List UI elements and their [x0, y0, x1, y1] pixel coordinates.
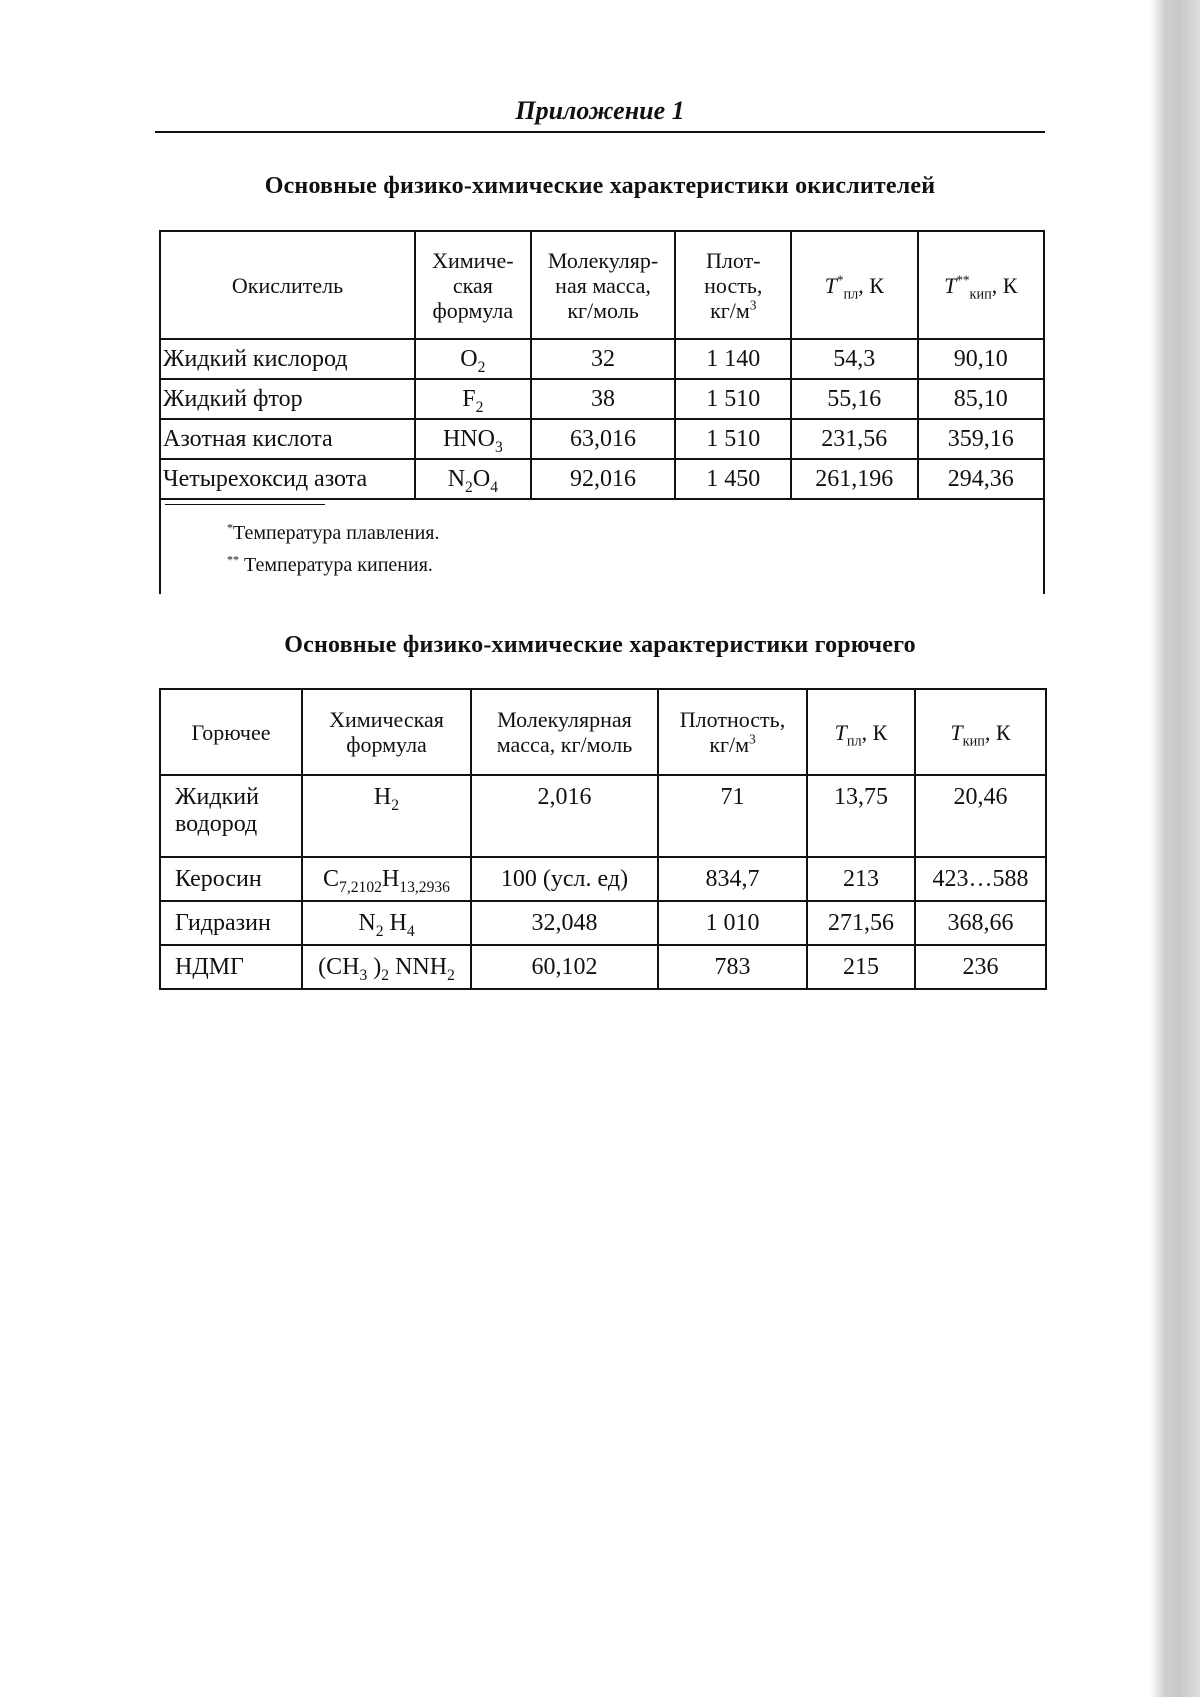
formula-text: (CH [318, 953, 360, 980]
formula-text: H [381, 865, 400, 892]
header-boiling-temp: $T_{кип}$, К [915, 689, 1046, 775]
formula-subscript: 2 [375, 922, 384, 940]
fuels-header-row [160, 689, 1046, 775]
formula-text: H [383, 909, 407, 936]
boiling-temp: 368,66 [915, 901, 1046, 945]
formula-subscript: 2 [381, 966, 390, 984]
table-row [160, 945, 1046, 989]
header-oxidizer: Окислитель [160, 231, 415, 339]
table-row [160, 901, 1046, 945]
molar-mass: 60,102 [471, 945, 658, 989]
footnote-boiling: ** Температура кипения. [227, 552, 433, 576]
molar-mass: 100 (усл. ед) [471, 857, 658, 901]
density: 783 [658, 945, 807, 989]
oxidizer-name: Азотная кислота [160, 419, 415, 459]
formula-subscript: 2 [447, 966, 455, 984]
formula-subscript: 3 [359, 966, 368, 984]
page-edge-shadow [1150, 0, 1200, 1697]
table-row [160, 857, 1046, 901]
boiling-temp: 359,16 [918, 419, 1044, 459]
formula-text: F [462, 385, 476, 412]
chemical-formula [415, 419, 531, 459]
fuel-name: НДМГ [160, 945, 302, 989]
boiling-temp: 20,46 [915, 775, 1046, 857]
footnotes [165, 500, 1039, 594]
formula-subscript: 7,2102 [339, 878, 382, 896]
chemical-formula [415, 459, 531, 499]
formula-subscript: 4 [490, 478, 498, 496]
fuel-name: Гидразин [160, 901, 302, 945]
density: 71 [658, 775, 807, 857]
footnote-cell [160, 499, 1044, 594]
footnote-row [160, 499, 1044, 594]
header-formula: Химическая формула [302, 689, 471, 775]
chemical-formula [302, 775, 471, 857]
oxidizers-header-row [160, 231, 1044, 339]
header-molar-mass: Молекуляр- ная масса, кг/моль [531, 231, 676, 339]
chemical-formula [415, 379, 531, 419]
oxidizer-name: Жидкий фтор [160, 379, 415, 419]
chemical-formula [302, 901, 471, 945]
table-row [160, 775, 1046, 857]
fuel-name: Жидкий водород [160, 775, 302, 857]
oxidizer-name: Четырехоксид азота [160, 459, 415, 499]
formula-subscript: 2 [391, 796, 400, 814]
oxidizers-table-title: Основные физико-химические характеристики окислителей [264, 173, 936, 199]
table-row [160, 459, 1044, 499]
fuels-table-title: Основные физико-химические характеристики горючего [284, 632, 916, 658]
boiling-temp: 423…588 [915, 857, 1046, 901]
molar-mass: 32 [531, 339, 676, 379]
chemical-formula [302, 857, 471, 901]
melting-temp: 261,196 [791, 459, 917, 499]
formula-text: HNO [442, 425, 495, 452]
formula-text: H [373, 784, 392, 810]
footnote-rule [165, 504, 325, 505]
header-melting-temp: $T^*_{пл}$, К [791, 231, 917, 339]
formula-subscript: 2 [477, 358, 486, 376]
chemical-formula [415, 339, 531, 379]
density: 1 140 [675, 339, 791, 379]
boiling-temp: 85,10 [918, 379, 1044, 419]
formula-text: N [358, 909, 376, 936]
formula-text: ) [367, 953, 382, 980]
running-head-rule [155, 131, 1045, 133]
oxidizer-name: Жидкий кислород [160, 339, 415, 379]
melting-temp: 13,75 [807, 775, 915, 857]
header-molar-mass: Молекулярная масса, кг/моль [471, 689, 658, 775]
formula-subscript: 2 [465, 478, 473, 496]
boiling-temp: 90,10 [918, 339, 1044, 379]
header-fuel: Горючее [160, 689, 302, 775]
density: 1 010 [658, 901, 807, 945]
density: 1 510 [675, 419, 791, 459]
density: 1 510 [675, 379, 791, 419]
table-row [160, 379, 1044, 419]
fuels-table [159, 688, 1047, 990]
density: 834,7 [658, 857, 807, 901]
running-head: Приложение 1 [515, 96, 685, 125]
melting-temp: 213 [807, 857, 915, 901]
header-density: Плот- ность, $кг/м^3$ [675, 231, 791, 339]
fuel-name: Керосин [160, 857, 302, 901]
formula-text: N [447, 465, 466, 492]
chemical-formula [302, 945, 471, 989]
molar-mass: 92,016 [531, 459, 676, 499]
formula-text: C [323, 865, 340, 892]
formula-subscript: 4 [406, 922, 415, 940]
table-row [160, 419, 1044, 459]
header-density: Плотность, $кг/м^3$ [658, 689, 807, 775]
molar-mass: 38 [531, 379, 676, 419]
melting-temp: 54,3 [791, 339, 917, 379]
formula-text: O [460, 345, 478, 372]
boiling-temp: 294,36 [918, 459, 1044, 499]
boiling-temp: 236 [915, 945, 1046, 989]
melting-temp: 271,56 [807, 901, 915, 945]
melting-temp: 215 [807, 945, 915, 989]
table-row [160, 339, 1044, 379]
header-formula: Химиче- ская формула [415, 231, 531, 339]
header-boiling-temp: $T^{**}_{кип}$, К [918, 231, 1044, 339]
formula-text: O [472, 465, 491, 492]
melting-temp: 231,56 [791, 419, 917, 459]
molar-mass: 32,048 [471, 901, 658, 945]
footnote-melting: *Температура плавления. [227, 520, 440, 544]
melting-temp: 55,16 [791, 379, 917, 419]
molar-mass: 2,016 [471, 775, 658, 857]
formula-subscript: 2 [475, 398, 484, 416]
header-melting-temp: $T_{пл}$, К [807, 689, 915, 775]
formula-subscript: 13,2936 [399, 878, 450, 896]
formula-text: NNH [389, 953, 448, 980]
density: 1 450 [675, 459, 791, 499]
oxidizers-table [159, 230, 1045, 594]
molar-mass: 63,016 [531, 419, 676, 459]
formula-subscript: 3 [494, 438, 503, 456]
